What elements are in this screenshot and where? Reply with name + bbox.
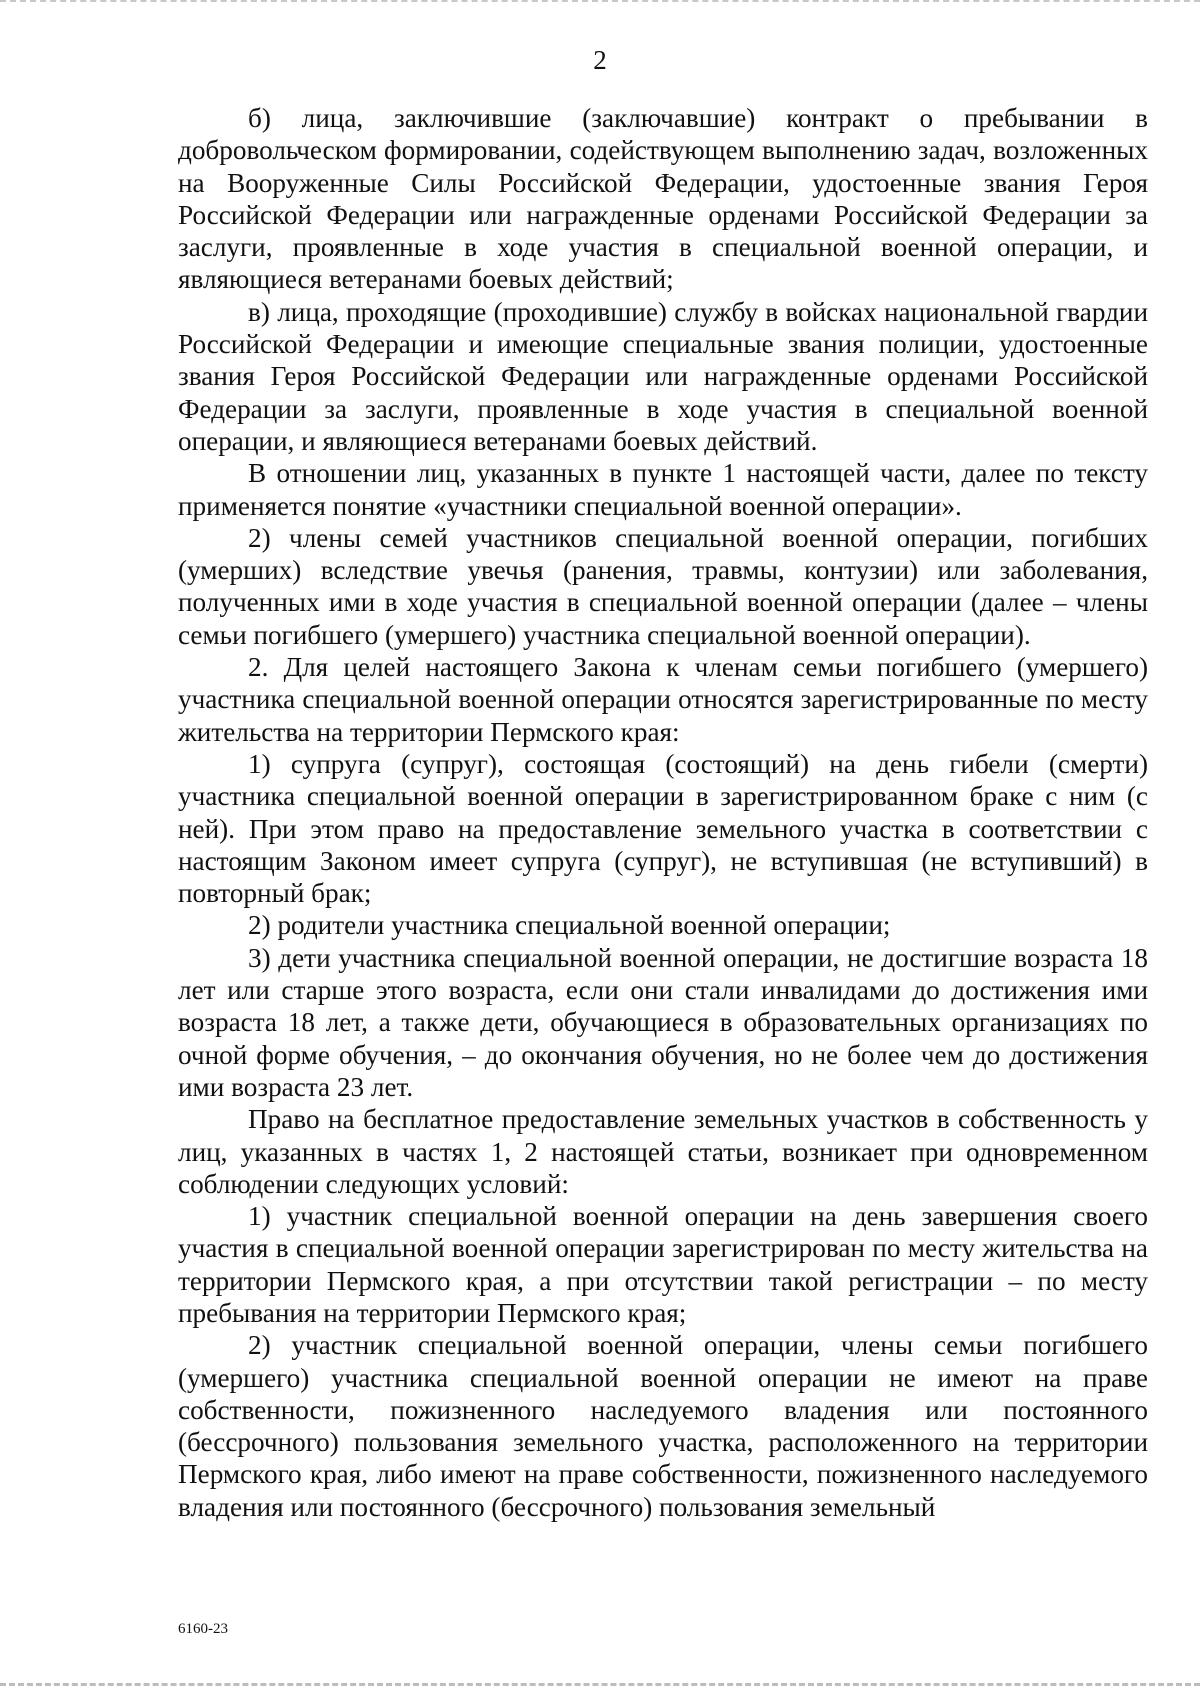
paragraph: 2) родители участника специальной военной операции; (248, 910, 891, 941)
paragraph: в) лица, проходящие (проходившие) службу в войсках национальной гвардии Российской Федерации и имеющие специальные звания полиции, удостоенные звания Героя Российской Федерации или награжденные орденами Российской Федерации за заслуги, проявленные в ходе участия в специальной военной операции, и являющиеся ветеранами боевых действий. (178, 296, 1148, 456)
document-code: 6160-23 (178, 1621, 228, 1637)
paragraph: 1) супруга (супруг), состоящая (состоящий) на день гибели (смерти) участника специальной военной операции в зарегистрированном браке с ним (с ней). При этом право на предоставление земельного участка в соответствии с настоящим Законом имеет супруга (супруг), не вступившая (не вступивший) в повторный брак; (178, 748, 1148, 909)
paragraph: Право на бесплатное предоставление земельных участков в собственность у лиц, указанных в частях 1, 2 настоящей статьи, возникает при одновременном соблюдении следующих условий: (178, 1104, 1148, 1199)
paragraph: 2) участник специальной военной операции, члены семьи погибшего (умершего) участника специальной военной операции не имеют на праве собственности, пожизненного наследуемого владения или постоянного (бессрочного) пользования земельного участка, расположенного на территории Пермского края, либо имеют на праве собственности, пожизненного наследуемого владения или постоянного (бессрочного) пользования земельный (178, 1330, 1148, 1522)
page-number: 2 (593, 45, 607, 75)
paragraph: 3) дети участника специальной военной операции, не достигшие возраста 18 лет или старше этого возраста, если они стали инвалидами до достижения ими возраста 18 лет, а также дети, обучающиеся в образовательных организациях по очной форме обучения, – до окончания обучения, но не более чем до достижения ими возраста 23 лет. (178, 942, 1148, 1102)
paragraph: б) лица, заключившие (заключавшие) контракт о пребывании в добровольческом формировании, содействующем выполнению задач, возложенных на Вооруженные Силы Российской Федерации, удостоенные звания Героя Российской Федерации или награжденные орденами Российской Федерации за заслуги, проявленные в ходе участия в специальной военной операции, и являющиеся ветеранами боевых действий; (178, 103, 1148, 295)
paragraph: В отношении лиц, указанных в пункте 1 настоящей части, далее по тексту применяется понятие «участники специальной военной операции». (178, 458, 1148, 521)
scan-edge-bottom (0, 1683, 1200, 1686)
paragraph: 2) члены семей участников специальной военной операции, погибших (умерших) вследствие увечья (ранения, травмы, контузии) или заболевания, полученных ими в ходе участия в специальной военной операции (далее – члены семьи погибшего (умершего) участника специальной военной операции). (178, 522, 1148, 650)
paragraph: 2. Для целей настоящего Закона к членам семьи погибшего (умершего) участника специальной военной операции относятся зарегистрированные по месту жительства на территории Пермского края: (178, 652, 1148, 747)
scan-edge-top (0, 0, 1200, 2)
paragraph: 1) участник специальной военной операции на день завершения своего участия в специальной военной операции зарегистрирован по месту жительства на территории Пермского края, а при отсутствии такой регистрации – по месту пребывания на территории Пермского края; (178, 1201, 1148, 1328)
body-text (178, 102, 1148, 1523)
